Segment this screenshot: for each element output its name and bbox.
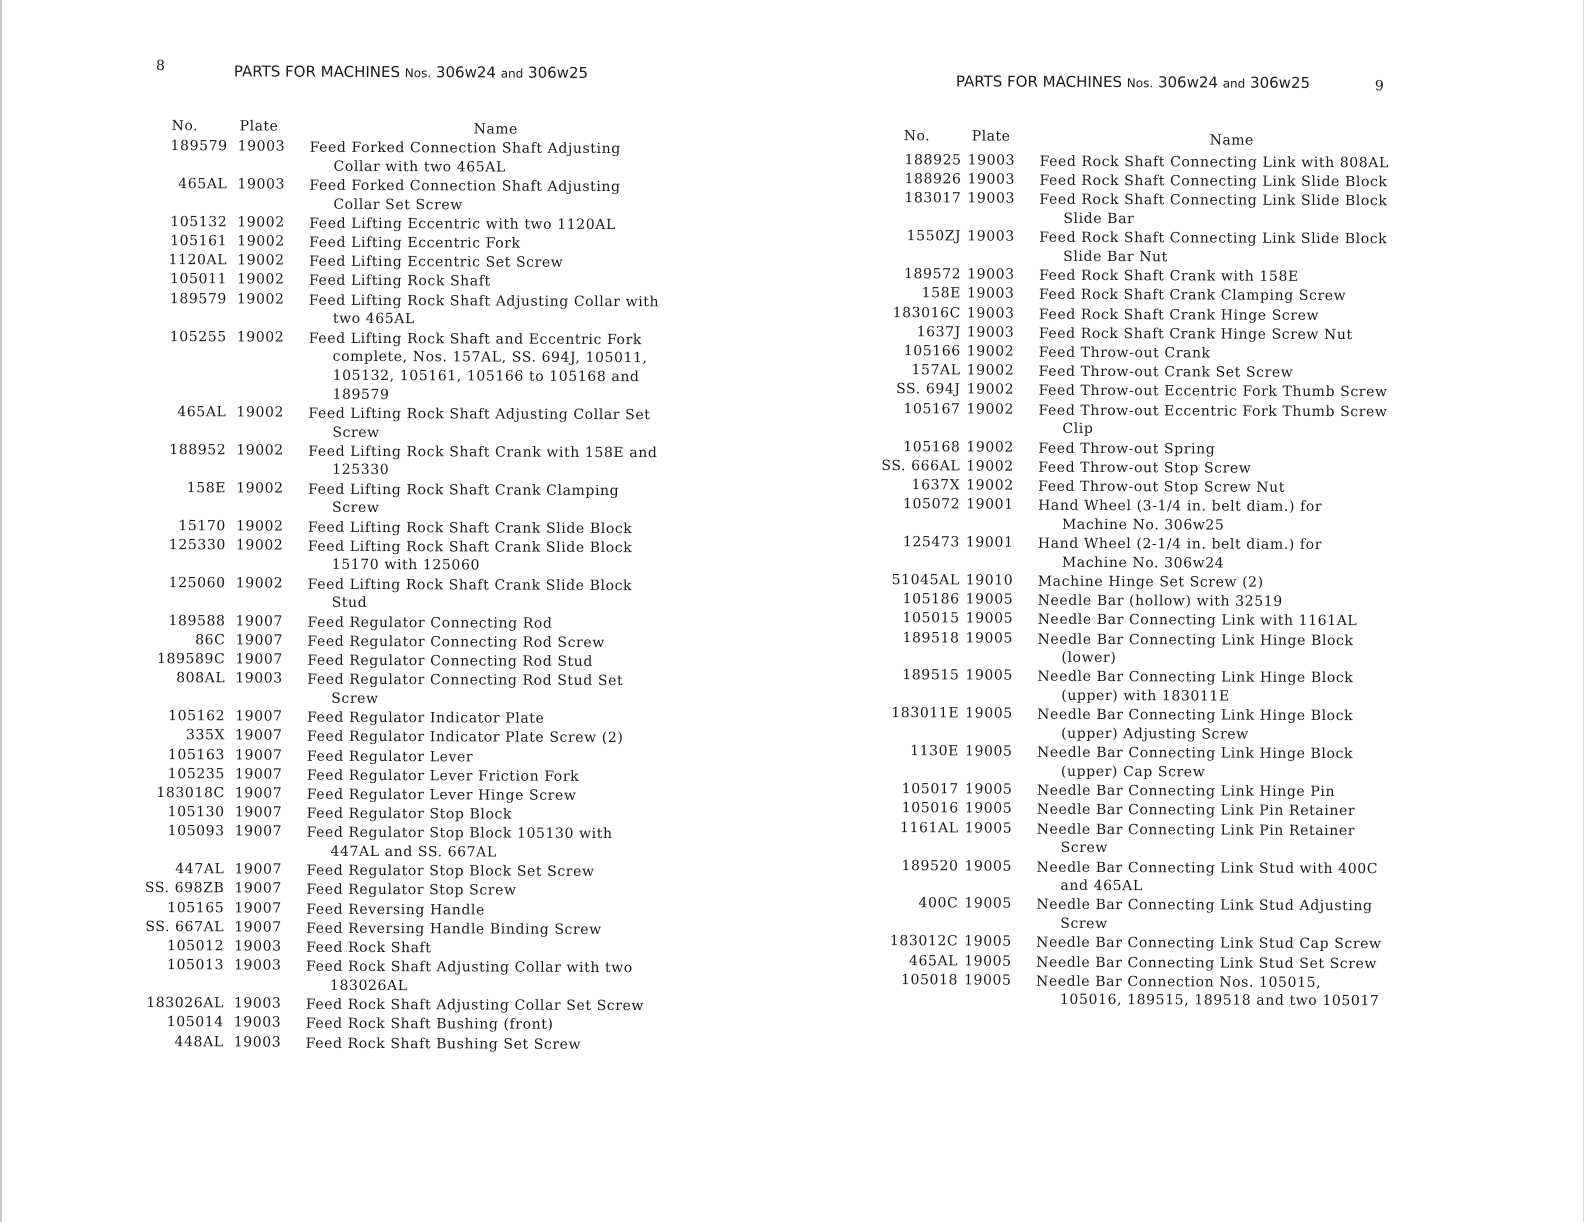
part-name: Feed Lifting Eccentric with two 1120AL xyxy=(309,215,616,233)
part-row xyxy=(146,329,666,406)
plate-number: 19005 xyxy=(964,820,1013,837)
plate-number: 19002 xyxy=(966,381,1015,399)
part-name: Feed Rock Shaft Connecting Link with 808AL xyxy=(1039,153,1389,172)
plate-number: 19007 xyxy=(234,861,283,878)
part-number: 105186 xyxy=(902,591,960,608)
part-row xyxy=(870,152,1390,173)
part-row xyxy=(144,938,664,959)
plate-number: 19005 xyxy=(965,705,1013,723)
part-number: 188952 xyxy=(169,441,227,459)
part-row xyxy=(145,746,665,767)
part-number: SS. 694J xyxy=(896,381,961,398)
part-row xyxy=(868,572,1388,593)
part-name: Feed Regulator Indicator Plate Screw (2) xyxy=(307,728,624,747)
part-number: SS. 666AL xyxy=(881,457,961,475)
part-row xyxy=(146,442,666,482)
plate-number: 19005 xyxy=(964,895,1012,913)
plate-number: 19002 xyxy=(236,271,285,289)
plate-number: 19003 xyxy=(234,938,282,955)
part-name: Machine Hinge Set Screw (2) xyxy=(1037,573,1264,591)
part-row xyxy=(146,575,666,615)
plate-number: 19003 xyxy=(967,228,1015,245)
plate-number: 19005 xyxy=(964,800,1013,818)
part-row xyxy=(147,252,667,273)
part-name: Feed Regulator Connecting Rod Stud xyxy=(307,652,593,670)
part-row xyxy=(144,1014,664,1035)
plate-number: 19002 xyxy=(966,438,1014,456)
part-row xyxy=(146,404,666,444)
part-name: Feed Throw-out Stop Screw Nut xyxy=(1038,478,1286,496)
plate-number: 19002 xyxy=(966,343,1015,360)
part-row xyxy=(869,190,1389,230)
plate-number: 19005 xyxy=(964,781,1013,798)
plate-number: 19007 xyxy=(234,804,283,821)
part-name: Feed Lifting Rock Shaft Crank Slide Block Stud xyxy=(307,576,633,612)
parts-list xyxy=(866,152,1390,1011)
plate-number: 19007 xyxy=(235,632,284,649)
plate-number: 19007 xyxy=(234,823,283,840)
part-row xyxy=(144,900,664,921)
plate-number: 19003 xyxy=(234,957,282,974)
part-row xyxy=(868,534,1388,574)
header-models: 306w24 xyxy=(1153,73,1223,92)
left-page xyxy=(144,58,668,1053)
plate-number: 19002 xyxy=(237,252,285,269)
plate-number: 19002 xyxy=(966,458,1014,475)
part-number: 183026AL xyxy=(146,995,224,1012)
part-row xyxy=(869,171,1389,192)
plate-number: 19005 xyxy=(964,933,1012,950)
page-header xyxy=(956,72,1310,92)
part-row xyxy=(144,880,664,901)
part-row xyxy=(869,285,1389,306)
plate-number: 19002 xyxy=(236,328,285,346)
part-name: Needle Bar Connecting Link Pin Retainer xyxy=(1036,802,1356,820)
part-name: Feed Regulator Lever Friction Fork xyxy=(306,767,580,785)
part-row xyxy=(866,933,1386,954)
column-header-plate: Plate xyxy=(239,118,279,135)
part-number: 400C xyxy=(918,895,959,912)
part-number: 1120AL xyxy=(168,252,228,269)
plate-number: 19001 xyxy=(966,496,1014,513)
header-models2: 306w25 xyxy=(523,63,589,82)
part-name: Feed Regulator Connecting Rod Stud Set Screw xyxy=(307,671,624,707)
part-name: Feed Rock Shaft Crank Hinge Screw Nut xyxy=(1038,325,1353,343)
part-row xyxy=(144,823,664,863)
part-row xyxy=(146,518,666,539)
part-number: 158E xyxy=(921,285,962,302)
part-name: Feed Lifting Rock Shaft Crank Clamping Screw xyxy=(308,481,620,517)
part-name: Feed Rock Shaft Connecting Link Slide Block xyxy=(1039,172,1388,191)
part-number: 105018 xyxy=(900,971,959,989)
parts-list xyxy=(144,138,668,1055)
part-name: Feed Forked Connection Shaft Adjusting Collar Set Screw xyxy=(309,177,621,213)
part-name: Feed Lifting Rock Shaft xyxy=(308,273,491,290)
part-name: Feed Forked Connection Shaft Adjusting Collar with two 465AL xyxy=(309,139,621,176)
part-name: Needle Bar Connecting Link Stud Set Screw xyxy=(1036,954,1378,972)
part-name: Feed Rock Shaft Bushing Set Screw xyxy=(305,1035,582,1053)
part-name: Feed Throw-out Eccentric Fork Thumb Screw Clip xyxy=(1038,402,1388,438)
part-number: 105166 xyxy=(903,343,961,360)
part-number: 189579 xyxy=(169,290,227,307)
part-number: 125060 xyxy=(168,574,226,592)
part-row xyxy=(869,381,1389,402)
page-edge-left xyxy=(0,0,2,1222)
part-number: 1637X xyxy=(911,477,961,494)
plate-number: 19002 xyxy=(235,575,284,592)
part-number: 1130E xyxy=(910,743,960,760)
plate-number: 19010 xyxy=(965,572,1014,589)
part-name: Feed Rock Shaft Crank Hinge Screw xyxy=(1038,306,1320,324)
part-name: Needle Bar Connecting Link Hinge Block (lower) xyxy=(1037,631,1354,667)
part-number: 51045AL xyxy=(891,572,960,589)
plate-number: 19007 xyxy=(234,746,283,764)
part-row xyxy=(145,651,665,672)
part-row xyxy=(147,176,667,216)
part-row xyxy=(867,630,1387,670)
part-row xyxy=(145,727,665,748)
part-name: Feed Lifting Rock Shaft and Eccentric Fork complete, Nos. 157AL, SS. 694J, 105011, 105132, 105161, 105166 to 105168 and 189579 xyxy=(308,330,648,403)
part-name: Feed Lifting Rock Shaft Crank Slide Block 15170 with 125060 xyxy=(307,538,633,574)
plate-number: 19003 xyxy=(966,324,1015,341)
part-number: 448AL xyxy=(174,1033,224,1050)
part-name: Needle Bar Connecting Link Hinge Block (upper) Adjusting Screw xyxy=(1037,707,1354,743)
plate-number: 19002 xyxy=(236,291,285,308)
part-name: Feed Regulator Lever Hinge Screw xyxy=(306,786,577,804)
plate-number: 19002 xyxy=(237,233,285,250)
part-name: Feed Rock Shaft Connecting Link Slide Block Slide Bar Nut xyxy=(1039,230,1388,266)
part-name: Feed Regulator Stop Block 105130 with 447AL and SS. 667AL xyxy=(306,825,613,861)
part-number: 105255 xyxy=(169,328,227,345)
plate-number: 19003 xyxy=(237,176,286,193)
part-number: 105165 xyxy=(167,899,225,916)
part-number: 105132 xyxy=(170,213,228,231)
part-row xyxy=(145,613,665,634)
plate-number: 19002 xyxy=(966,477,1014,494)
plate-number: 19002 xyxy=(237,214,285,231)
part-number: 183016C xyxy=(892,304,961,322)
part-number: 1637J xyxy=(916,324,961,341)
part-name: Feed Regulator Stop Block xyxy=(306,805,513,823)
part-number: 105161 xyxy=(170,233,228,250)
header-nos: Nos. xyxy=(1126,76,1154,91)
plate-number: 19002 xyxy=(235,537,284,554)
part-row xyxy=(866,895,1386,935)
column-header-no: No. xyxy=(903,128,931,145)
part-row xyxy=(144,1034,664,1055)
part-name: Feed Regulator Stop Screw xyxy=(306,882,517,900)
part-number: 183011E xyxy=(891,705,960,722)
part-row xyxy=(145,785,665,806)
part-name: Feed Lifting Rock Shaft Adjusting Collar with two 465AL xyxy=(308,292,660,328)
part-number: 447AL xyxy=(175,861,225,878)
part-number: 157AL xyxy=(911,362,961,379)
part-number: 125330 xyxy=(168,536,226,554)
part-name: Feed Regulator Indicator Plate xyxy=(307,709,545,727)
part-name: Feed Rock Shaft Adjusting Collar with two 183026AL xyxy=(306,958,633,995)
part-row xyxy=(147,291,667,331)
part-number: 188926 xyxy=(904,171,962,188)
plate-number: 19007 xyxy=(235,612,284,630)
part-row xyxy=(868,458,1388,479)
part-row xyxy=(144,861,664,882)
part-row xyxy=(869,343,1389,364)
part-name: Feed Rock Shaft Crank with 158E xyxy=(1039,267,1299,286)
plate-number: 19007 xyxy=(234,880,282,898)
part-row xyxy=(866,953,1386,974)
plate-number: 19007 xyxy=(235,708,283,725)
part-row xyxy=(147,138,667,178)
plate-number: 19005 xyxy=(965,591,1014,608)
plate-number: 19005 xyxy=(965,630,1014,647)
part-name: Needle Bar (hollow) with 32519 xyxy=(1037,592,1283,610)
plate-number: 19003 xyxy=(237,138,286,155)
plate-number: 19003 xyxy=(967,266,1015,283)
column-header-name: Name xyxy=(1209,132,1254,149)
part-number: 105235 xyxy=(167,765,225,783)
plate-number: 19002 xyxy=(966,401,1015,418)
part-number: 15170 xyxy=(178,517,226,534)
part-number: 183012C xyxy=(889,933,959,950)
part-name: Needle Bar Connecting Link Stud Adjusting Screw xyxy=(1036,897,1373,933)
part-name: Feed Throw-out Stop Screw xyxy=(1038,459,1252,477)
plate-number: 19003 xyxy=(967,171,1016,188)
part-name: Feed Throw-out Spring xyxy=(1038,440,1216,458)
part-name: Feed Regulator Connecting Rod Screw xyxy=(307,633,605,651)
part-name: Needle Bar Connecting Link Hinge Block (upper) with 183011E xyxy=(1037,669,1354,705)
part-row xyxy=(869,266,1389,287)
part-row xyxy=(867,781,1387,802)
part-name: Feed Rock Shaft Connecting Link Slide Block Slide Bar xyxy=(1039,192,1388,228)
part-row xyxy=(146,480,666,520)
part-number: 105015 xyxy=(902,610,960,627)
plate-number: 19007 xyxy=(234,766,283,783)
plate-number: 19007 xyxy=(235,727,283,744)
plate-number: 19002 xyxy=(236,442,284,459)
plate-number: 19005 xyxy=(964,743,1013,760)
part-name: Feed Lifting Rock Shaft Crank with 158E and 125330 xyxy=(308,443,658,479)
part-name: Feed Regulator Connecting Rod xyxy=(307,614,553,632)
part-number: 105168 xyxy=(903,438,961,455)
plate-number: 19005 xyxy=(965,667,1013,685)
plate-number: 19007 xyxy=(234,919,282,936)
part-number: 1161AL xyxy=(900,819,959,837)
part-name: Feed Lifting Rock Shaft Adjusting Collar Set Screw xyxy=(308,405,651,441)
header-models2: 306w25 xyxy=(1245,73,1311,92)
plate-number: 19003 xyxy=(233,995,282,1012)
part-name: Feed Rock Shaft Crank Clamping Screw xyxy=(1038,287,1347,305)
part-row xyxy=(869,228,1389,268)
header-and: and xyxy=(500,66,524,81)
part-name: Needle Bar Connecting Link with 1161AL xyxy=(1037,612,1358,630)
plate-number: 19002 xyxy=(236,404,285,421)
part-name: Feed Lifting Rock Shaft Crank Slide Block xyxy=(307,519,633,537)
column-header-plate: Plate xyxy=(971,128,1011,145)
part-number: 105016 xyxy=(901,800,959,817)
part-row xyxy=(866,972,1386,1012)
part-number: 105130 xyxy=(167,804,225,821)
part-name: Needle Bar Connecting Link Hinge Block (upper) Cap Screw xyxy=(1036,745,1354,781)
part-number: 188925 xyxy=(904,152,962,169)
plate-number: 19002 xyxy=(235,517,284,535)
part-number: 189515 xyxy=(902,667,960,684)
plate-number: 19003 xyxy=(233,1014,282,1031)
part-name: Feed Reversing Handle Binding Screw xyxy=(306,920,602,938)
part-row xyxy=(868,477,1388,498)
part-number: 158E xyxy=(186,479,227,497)
part-number: 105017 xyxy=(901,781,959,798)
plate-number: 19002 xyxy=(236,480,284,497)
plate-number: 19003 xyxy=(967,190,1016,208)
part-row xyxy=(868,610,1388,631)
part-name: Feed Throw-out Eccentric Fork Thumb Screw xyxy=(1038,383,1388,401)
part-row xyxy=(145,766,665,787)
part-number: 105162 xyxy=(168,708,226,725)
plate-number: 19005 xyxy=(963,972,1012,989)
part-name: Hand Wheel (3-1/4 in. belt diam.) for Machine No. 306w25 xyxy=(1038,497,1323,534)
part-number: 105012 xyxy=(167,938,225,955)
header-and: and xyxy=(1222,76,1246,91)
plate-number: 19003 xyxy=(233,1033,282,1051)
part-name: Needle Bar Connecting Link Pin Retainer Screw xyxy=(1036,821,1356,857)
part-row xyxy=(144,957,664,997)
part-number: SS. 698ZB xyxy=(144,880,225,897)
plate-number: 19003 xyxy=(966,285,1015,303)
part-row xyxy=(147,271,667,292)
part-row xyxy=(867,820,1387,860)
plate-number: 19007 xyxy=(234,785,283,802)
part-row xyxy=(867,743,1387,783)
part-row xyxy=(868,496,1388,536)
part-name: Needle Bar Connecting Link Stud with 400C and 465AL xyxy=(1036,859,1379,895)
part-name: Needle Bar Connecting Link Stud Cap Screw xyxy=(1036,935,1382,953)
part-row xyxy=(867,667,1387,707)
column-header-name: Name xyxy=(473,121,518,138)
part-name: Needle Bar Connection Nos. 105015, 105016, 189515, 189518 and two 105017 xyxy=(1035,973,1380,1010)
plate-number: 19003 xyxy=(967,152,1016,169)
part-name: Needle Bar Connecting Link Hinge Pin xyxy=(1036,782,1336,801)
part-name: Feed Throw-out Crank Set Screw xyxy=(1038,363,1294,382)
plate-number: 19003 xyxy=(235,670,283,687)
part-row xyxy=(146,537,666,577)
part-number: 335X xyxy=(185,727,226,744)
part-row xyxy=(145,632,665,653)
part-number: 105011 xyxy=(169,271,228,288)
part-row xyxy=(868,401,1388,441)
part-row xyxy=(147,214,667,235)
part-number: 105163 xyxy=(167,746,225,763)
part-row xyxy=(147,233,667,254)
part-row xyxy=(145,804,665,825)
part-row xyxy=(868,591,1388,612)
plate-number: 19003 xyxy=(966,305,1015,322)
header-nos: Nos. xyxy=(404,66,432,81)
part-row xyxy=(145,670,665,710)
page-header xyxy=(234,62,588,82)
part-number: 105167 xyxy=(903,400,961,418)
part-number: 189588 xyxy=(168,612,226,629)
part-row xyxy=(869,362,1389,383)
part-number: 465AL xyxy=(178,176,228,193)
part-number: 189589C xyxy=(156,651,226,668)
part-row xyxy=(868,439,1388,460)
part-name: Feed Lifting Eccentric Set Screw xyxy=(309,253,564,272)
part-number: 105093 xyxy=(167,823,225,840)
part-number: SS. 667AL xyxy=(145,918,225,936)
part-number: 105014 xyxy=(166,1014,224,1031)
part-number: 125473 xyxy=(902,534,960,551)
part-number: 189579 xyxy=(170,138,228,155)
part-number: 183017 xyxy=(904,190,962,207)
part-name: Feed Lifting Eccentric Fork xyxy=(309,234,521,252)
part-number: 189518 xyxy=(902,629,960,646)
header-main: PARTS FOR MACHINES xyxy=(233,62,405,82)
part-number: 183018C xyxy=(156,784,225,802)
plate-number: 19001 xyxy=(965,534,1014,551)
part-number: 86C xyxy=(195,631,226,649)
part-name: Feed Regulator Lever xyxy=(306,748,474,765)
plate-number: 19007 xyxy=(234,900,282,917)
right-page xyxy=(870,70,1410,1010)
part-row xyxy=(144,995,664,1016)
page-number: 9 xyxy=(1374,78,1384,95)
part-name: Feed Throw-out Crank xyxy=(1038,344,1211,362)
part-row xyxy=(869,324,1389,345)
part-row xyxy=(866,858,1386,898)
part-number: 105013 xyxy=(166,957,225,974)
plate-number: 19005 xyxy=(964,857,1013,875)
header-main: PARTS FOR MACHINES xyxy=(955,72,1127,92)
part-name: Feed Regulator Stop Block Set Screw xyxy=(306,862,595,881)
part-number: 465AL xyxy=(177,403,227,421)
part-number: 465AL xyxy=(908,952,959,969)
part-row xyxy=(867,800,1387,821)
column-header-no: No. xyxy=(171,118,199,135)
part-name: Feed Rock Shaft Adjusting Collar Set Screw xyxy=(305,996,645,1015)
part-number: 808AL xyxy=(176,670,226,687)
part-number: 189520 xyxy=(901,857,959,874)
plate-number: 19002 xyxy=(966,362,1015,379)
part-row xyxy=(144,919,664,940)
part-name: Feed Rock Shaft xyxy=(306,939,432,957)
part-name: Feed Rock Shaft Bushing (front) xyxy=(305,1016,554,1034)
header-models: 306w24 xyxy=(431,63,501,82)
part-number: 189572 xyxy=(904,266,962,283)
part-number: 105072 xyxy=(903,496,961,513)
part-row xyxy=(869,305,1389,326)
part-name: Feed Reversing Handle xyxy=(306,901,485,919)
part-name: Hand Wheel (2-1/4 in. belt diam.) for Machine No. 306w24 xyxy=(1037,535,1323,572)
part-number: 1550ZJ xyxy=(906,228,962,245)
plate-number: 19007 xyxy=(235,651,283,668)
part-row xyxy=(145,708,665,729)
plate-number: 19005 xyxy=(964,952,1012,970)
page-number: 8 xyxy=(155,58,165,75)
plate-number: 19005 xyxy=(965,610,1014,628)
part-row xyxy=(867,705,1387,745)
